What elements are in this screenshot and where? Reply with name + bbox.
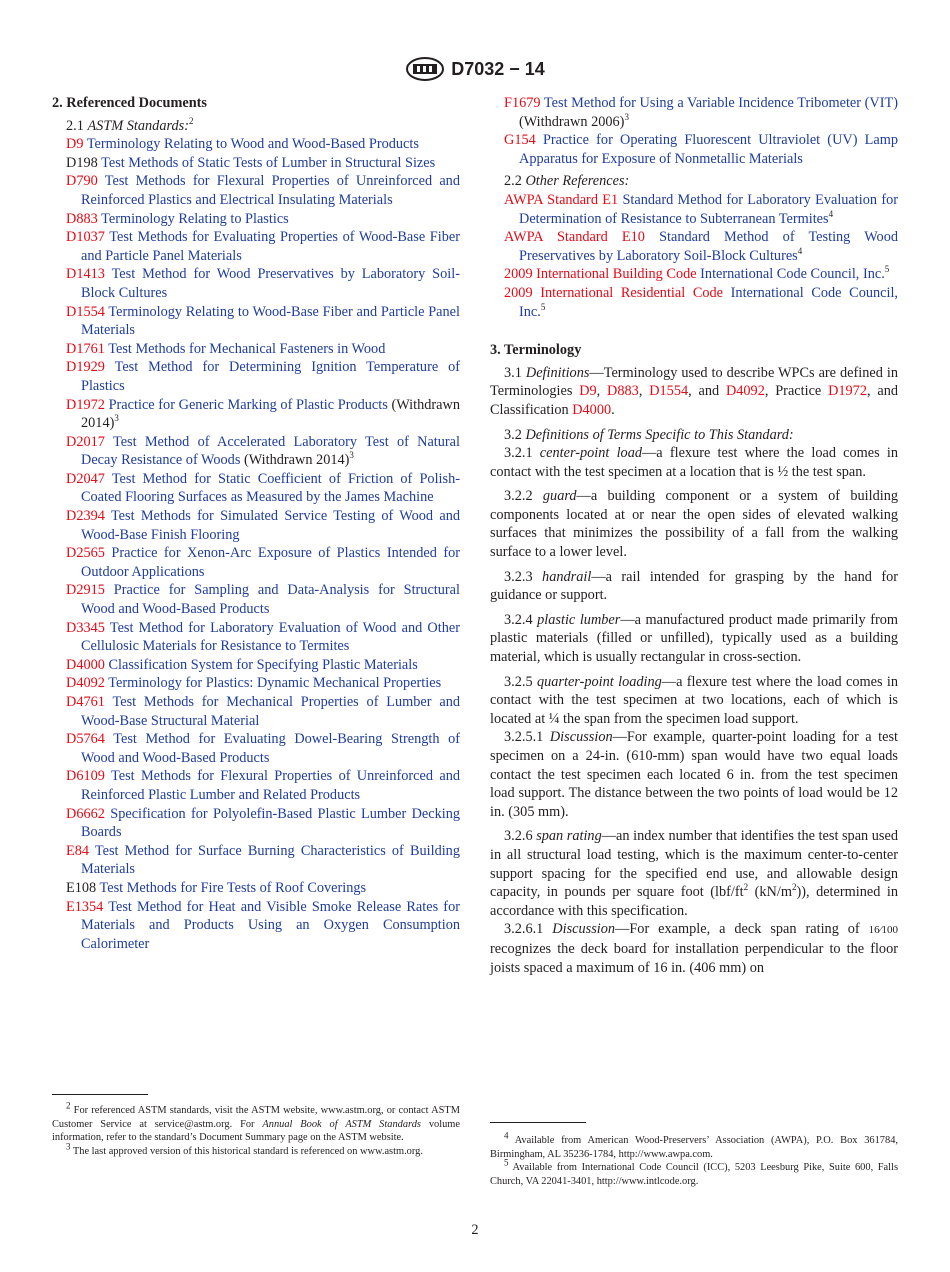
reference-entry xyxy=(66,730,460,767)
reference-designation[interactable]: D3345 xyxy=(66,619,105,636)
reference-title-link[interactable]: Practice for Operating Fluorescent Ultraviolet (UV) Lamp Apparatus for Exposure of Nonmetallic Materials xyxy=(519,132,898,167)
reference-title-link[interactable]: Test Method of Accelerated Laboratory Test of Natural Decay Resistance of Woods xyxy=(81,433,460,469)
reference-designation[interactable]: D1972 xyxy=(66,396,105,413)
withdrawn-note: (Withdrawn 2014) xyxy=(243,452,350,469)
document-designation: D7032 − 14 xyxy=(451,58,545,79)
reference-designation[interactable]: D2394 xyxy=(66,508,105,525)
reference-title-link[interactable]: Test Methods of Static Tests of Lumber in Structural Sizes xyxy=(101,154,436,171)
footnotes-right xyxy=(490,1130,898,1188)
reference-designation[interactable]: D2565 xyxy=(66,545,105,562)
reference-entry xyxy=(66,674,460,693)
reference-entry xyxy=(66,879,460,898)
footnote-4: $^4$ Available from American Wood-Preservers’ Association (AWPA), P.O. Box 361784, Birmingham, AL 35236-1784, http://www.awpa.com. xyxy=(490,1130,898,1160)
ref-link[interactable]: D9 xyxy=(579,383,597,400)
reference-title-link[interactable]: Practice for Sampling and Data-Analysis for Structural Wood and Wood-Based Products xyxy=(81,582,460,618)
reference-title-link[interactable]: Test Methods for Evaluating Properties of Wood-Base Fiber and Particle Panel Materials xyxy=(81,229,460,264)
reference-entry xyxy=(66,210,460,229)
reference-designation[interactable]: D790 xyxy=(66,173,98,190)
definition-3-2-6: 3.2.6 span rating—an index number that identifies the test span used in all structural load testing, which is the maximum center-to-center support spacing for the specified end use, and allowable design capacity, in pounds per square foot ($lbf/ft^2$ $(kN/m^2)$), determined in accordance with this specification. xyxy=(490,828,898,919)
reference-entry xyxy=(66,358,460,395)
reference-designation[interactable]: AWPA Standard E1 xyxy=(504,191,619,208)
reference-title-link[interactable]: Test Methods for Flexural Properties of Unreinforced and Reinforced Plastic Lumber and Related Products xyxy=(81,768,460,803)
other-reference-list xyxy=(490,191,898,321)
reference-list xyxy=(52,135,460,953)
subsection-2-2: 2.2 Other References: xyxy=(504,173,630,190)
reference-title-link[interactable]: Test Method for Wood Preservatives by Laboratory Soil-Block Cultures xyxy=(81,266,460,301)
footnote-rule xyxy=(52,1094,148,1095)
reference-title-link[interactable]: Test Methods for Fire Tests of Roof Coverings xyxy=(99,879,367,896)
page-header xyxy=(0,56,950,82)
reference-entry xyxy=(66,265,460,302)
reference-title-link[interactable]: Test Methods for Flexural Properties of Unreinforced and Reinforced Plastics and Electrical Insulating Materials xyxy=(81,173,460,208)
section-heading: 3. Terminology xyxy=(490,342,582,359)
reference-title-link[interactable]: Terminology Relating to Plastics xyxy=(101,210,289,227)
reference-designation[interactable]: D1761 xyxy=(66,340,105,357)
footnote-marker: 5 xyxy=(540,301,546,312)
reference-entry xyxy=(66,172,460,209)
footnote-marker: 4 xyxy=(797,245,803,256)
reference-title-link[interactable]: Standard Method for Laboratory Evaluation for Determination of Resistance to Subterranean Termites xyxy=(519,191,898,227)
subsection-2-1: 2.1 ASTM Standards:$^2$ xyxy=(66,115,194,134)
reference-entry xyxy=(66,842,460,879)
reference-designation[interactable]: D4761 xyxy=(66,694,105,710)
definition-3-2-1: 3.2.1 center-point load—a flexure test where the load comes in contact with the test specimen at a location that is ½ the test span. xyxy=(490,445,898,480)
right-column xyxy=(490,94,898,977)
reference-title-link[interactable]: Practice for Xenon-Arc Exposure of Plastics Intended for Outdoor Applications xyxy=(81,545,461,580)
reference-title-link[interactable]: Terminology Relating to Wood-Base Fiber and Particle Panel Materials xyxy=(81,303,460,339)
reference-designation[interactable]: D5764 xyxy=(66,731,105,748)
paragraph-3-2: 3.2 Definitions of Terms Specific to This Standard: xyxy=(504,426,794,443)
reference-entry xyxy=(66,767,460,804)
reference-entry xyxy=(504,94,898,131)
reference-title-link[interactable]: Terminology Relating to Wood and Wood-Based Products xyxy=(86,136,419,153)
section-heading: 2. Referenced Documents xyxy=(52,95,207,111)
reference-designation[interactable]: D2915 xyxy=(66,582,105,599)
left-column xyxy=(52,94,460,953)
reference-entry xyxy=(66,135,460,154)
reference-entry xyxy=(66,619,460,656)
withdrawn-note: (Withdrawn 2006) xyxy=(519,113,625,130)
definition-3-2-2: 3.2.2 guard—a building component or a system of building components located at or near the open sides of elevated walking surfaces that minimizes the possibility of a fall from the walking surface to a lower level. xyxy=(490,488,899,561)
reference-designation[interactable]: D1037 xyxy=(66,229,105,246)
reference-designation[interactable]: D2047 xyxy=(66,470,105,487)
reference-entry xyxy=(504,191,898,228)
reference-title-link[interactable]: Standard Method of Testing Wood Preservatives by Laboratory Soil-Block Cultures xyxy=(519,229,898,264)
footnote-marker: 5 xyxy=(884,264,890,275)
reference-designation[interactable]: AWPA Standard E10 xyxy=(504,229,645,246)
reference-designation[interactable]: D4092 xyxy=(66,675,105,692)
footnote-marker: 3 xyxy=(349,450,354,461)
reference-title-link[interactable]: Test Methods for Simulated Service Testing of Wood and Wood-Base Finish Flooring xyxy=(81,508,460,543)
reference-entry xyxy=(66,898,460,954)
reference-title-link[interactable]: International Code Council, Inc. xyxy=(700,266,885,283)
reference-entry xyxy=(504,284,898,321)
ref-link[interactable]: D883 xyxy=(607,383,639,400)
definition-3-2-3: 3.2.3 handrail—a rail intended for grasping by the hand for guidance or support. xyxy=(490,568,898,604)
footnote-marker: 4 xyxy=(828,208,834,219)
reference-title-link[interactable]: Classification System for Specifying Plastic Materials xyxy=(108,656,418,673)
withdrawn-note: (Withdrawn 2014) xyxy=(81,396,461,432)
reference-entry xyxy=(66,544,460,581)
reference-title-link[interactable]: Test Method for Static Coefficient of Friction of Polish-Coated Flooring Surfaces as Measured by the James Machine xyxy=(81,470,460,506)
reference-entry xyxy=(504,131,898,168)
ref-link[interactable]: D4000 xyxy=(572,401,612,418)
reference-entry xyxy=(66,396,460,433)
reference-title-link[interactable]: Test Method for Laboratory Evaluation of Wood and Other Cellulosic Materials for Resistance to Termites xyxy=(81,619,460,655)
definition-3-2-4: 3.2.4 plastic lumber—a manufactured product made primarily from plastic materials (filled or unfilled), typically used as a building material, which is usually rectangular in cross-section. xyxy=(490,611,898,666)
reference-designation[interactable]: D883 xyxy=(66,210,98,227)
reference-entry xyxy=(66,154,460,173)
reference-title-link[interactable]: Test Method for Determining Ignition Temperature of Plastics xyxy=(81,359,460,394)
paragraph-3-1: 3.1 Definitions—Terminology used to describe WPCs are defined in Terminologies D9, D883, D1554, and D4092, Practice D1972, and Classification D4000. xyxy=(490,364,898,418)
footnote-marker: 3 xyxy=(624,111,629,122)
discussion-3-2-5-1: 3.2.5.1 Discussion—For example, quarter-point loading for a test specimen on a 24-in. (610-mm) span would have two equal loads contact the test specimen each located 6 in. from the test specimen load support. The distance between the two points of load would be 12 in. (305 mm). xyxy=(490,729,898,820)
reference-title-link[interactable]: Test Methods for Mechanical Fasteners in Wood xyxy=(108,340,386,357)
footnote-rule xyxy=(490,1122,586,1123)
footnote-2: $^2$ For referenced ASTM standards, visit the ASTM website, www.astm.org, or contact ASTM Customer Service at service@astm.org. For Annual Book of ASTM Standards volume information, refer to the standard’s Document Summary page on the ASTM website. xyxy=(52,1100,461,1144)
reference-title-link[interactable]: Test Method for Heat and Visible Smoke Release Rates for Materials and Products Using an Oxygen Consumption Calorimeter xyxy=(81,898,460,952)
reference-designation[interactable]: D1413 xyxy=(66,266,105,283)
astm-logo-icon xyxy=(405,56,445,82)
definition-3-2-5: 3.2.5 quarter-point loading—a flexure test where the load comes in contact with the test specimen at two locations, each of which is located at ¼ the span from the specimen load support. xyxy=(490,673,898,727)
reference-title-link[interactable]: Practice for Generic Marking of Plastic Products xyxy=(108,396,388,413)
reference-title-link[interactable]: Test Method for Using a Variable Incidence Tribometer (VIT) xyxy=(543,95,898,111)
reference-entry xyxy=(66,581,460,618)
reference-entry xyxy=(66,805,460,842)
reference-entry xyxy=(66,303,460,340)
reference-title-link[interactable]: Test Methods for Mechanical Properties of Lumber and Wood-Base Structural Material xyxy=(81,694,460,729)
reference-entry xyxy=(66,340,460,359)
reference-designation[interactable]: 2009 International Residential Code xyxy=(504,284,724,301)
reference-designation[interactable]: 2009 International Building Code xyxy=(504,266,697,283)
reference-title-link[interactable]: International Code Council, Inc. xyxy=(519,284,898,320)
reference-entry xyxy=(504,228,898,265)
reference-entry xyxy=(66,470,460,507)
reference-designation[interactable]: D6109 xyxy=(66,768,105,785)
reference-designation[interactable]: D1929 xyxy=(66,359,105,376)
reference-entry xyxy=(66,433,460,470)
reference-entry xyxy=(66,507,460,544)
reference-designation[interactable]: F1679 xyxy=(504,95,541,111)
reference-designation[interactable]: D4000 xyxy=(66,656,105,673)
footnotes-left xyxy=(52,1100,461,1158)
reference-designation[interactable]: D1554 xyxy=(66,303,105,320)
reference-list-continued xyxy=(490,94,898,168)
reference-designation: E108 xyxy=(66,879,97,896)
footnote-3: $^3$ The last approved version of this historical standard is referenced on www.astm.org. xyxy=(66,1141,423,1157)
reference-designation[interactable]: E84 xyxy=(66,842,90,859)
reference-designation: D198 xyxy=(66,154,98,171)
reference-entry xyxy=(66,693,460,730)
footnote-5: $^5$ Available from International Code Council (ICC), 5203 Leesburg Pike, Suite 600, Falls Church, VA 22041-3401, http://www.intlcode.org. xyxy=(490,1157,898,1187)
reference-title-link[interactable]: Test Method for Evaluating Dowel-Bearing Strength of Wood and Wood-Based Products xyxy=(81,731,460,766)
reference-designation[interactable]: D2017 xyxy=(66,433,105,450)
ref-link[interactable]: D1554 xyxy=(649,383,689,400)
footnote-marker: 3 xyxy=(114,413,119,424)
reference-designation[interactable]: G154 xyxy=(504,132,536,149)
reference-entry xyxy=(66,656,460,675)
reference-title-link[interactable]: Test Method for Surface Burning Characteristics of Building Materials xyxy=(81,842,460,878)
reference-designation[interactable]: D6662 xyxy=(66,805,105,822)
reference-designation[interactable]: E1354 xyxy=(66,898,104,915)
discussion-3-2-6-1: 3.2.6.1 Discussion—For example, a deck span rating of 16⁄100 recognizes the deck board for installation perpendicular to the floor joists spaced a maximum of 16 in. (406 mm) on xyxy=(490,921,898,976)
reference-entry xyxy=(504,265,898,284)
reference-entry xyxy=(66,228,460,265)
reference-designation[interactable]: D9 xyxy=(66,136,84,153)
reference-title-link[interactable]: Terminology for Plastics: Dynamic Mechanical Properties xyxy=(108,675,442,692)
reference-title-link[interactable]: Specification for Polyolefin-Based Plastic Lumber Decking Boards xyxy=(81,805,460,841)
page-number: 2 xyxy=(471,1222,479,1238)
ref-link[interactable]: D1972 xyxy=(828,383,867,400)
ref-link[interactable]: D4092 xyxy=(725,383,765,400)
